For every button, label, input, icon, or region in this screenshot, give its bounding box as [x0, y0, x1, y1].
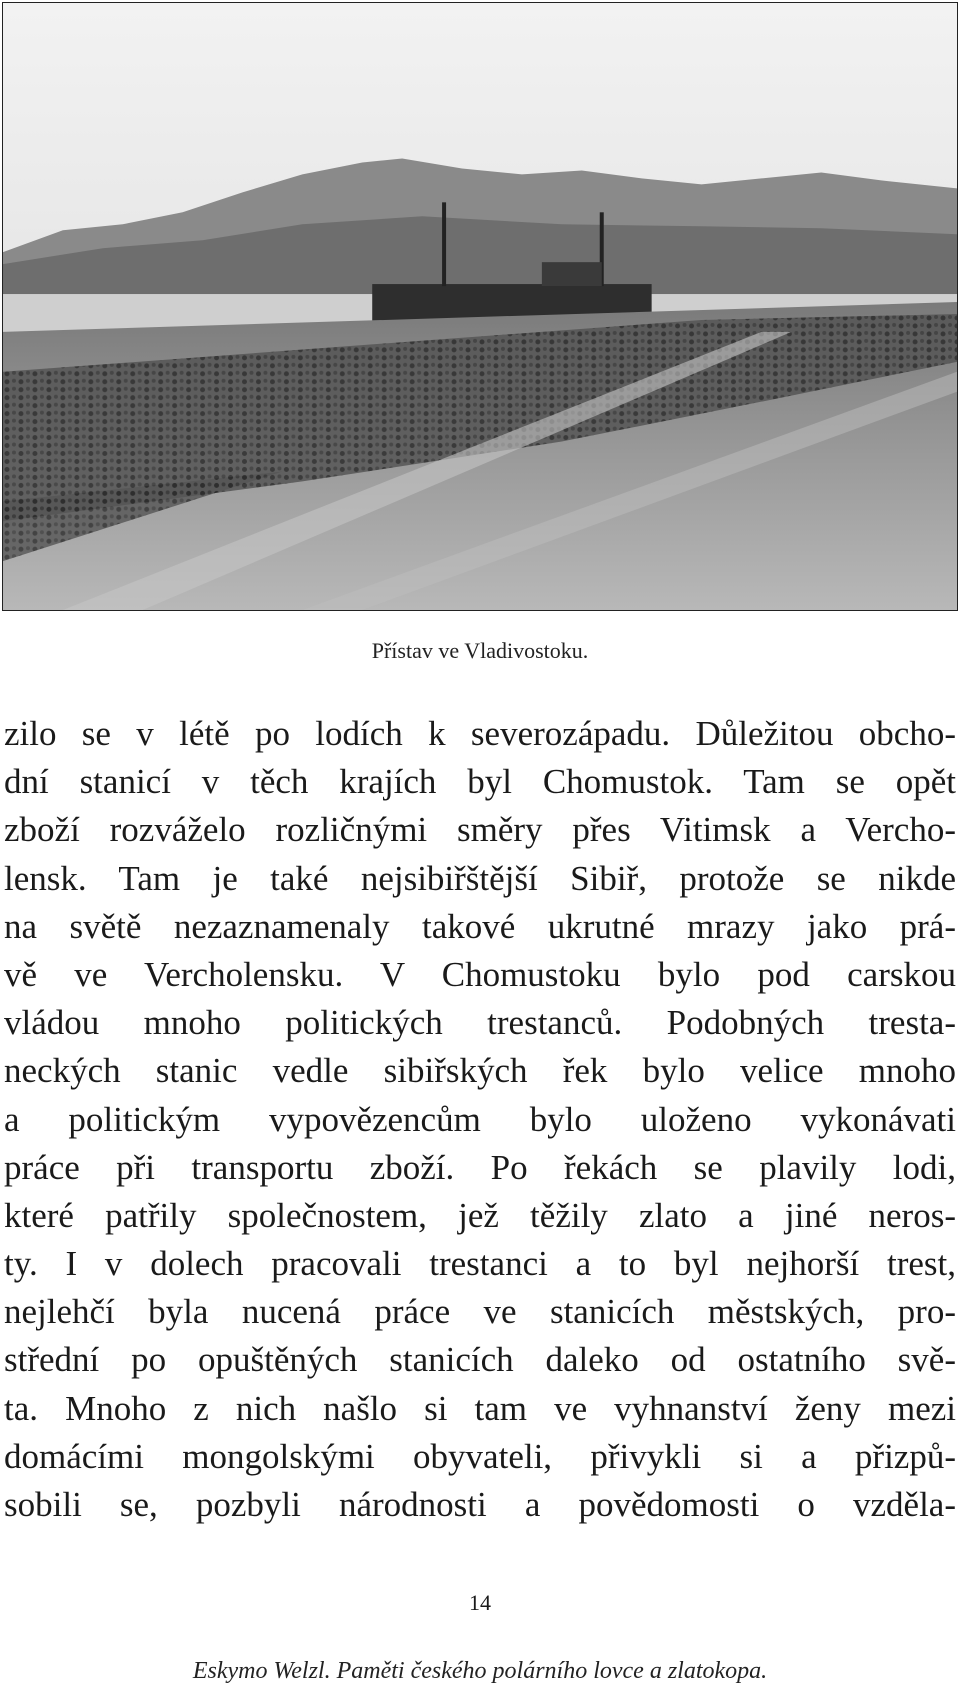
body-line: střední po opuštěných stanicích daleko od ostatního svě-: [4, 1340, 956, 1380]
body-text: [4, 710, 956, 1529]
body-line: zboží rozváželo rozličnými směry přes Vitimsk a Vercho-: [4, 810, 956, 850]
body-line: práce při transportu zboží. Po řekách se plavily lodi,: [4, 1147, 956, 1187]
body-line: zilo se v létě po lodích k severozápadu. Důležitou obcho-: [4, 714, 956, 753]
body-line: ty. I v dolech pracovali trestanci a to byl nejhorší trest,: [4, 1244, 956, 1284]
body-line: dní stanicí v těch krajích byl Chomustok. Tam se opět: [4, 762, 956, 802]
body-line: vě ve Vercholensku. V Chomustoku bylo pod carskou: [4, 954, 956, 994]
body-line: nejlehčí byla nucená práce ve stanicích městských, pro-: [4, 1292, 956, 1332]
harbour-photo-drawing: [3, 3, 957, 610]
body-line: sobili se, pozbyli národnosti a povědomosti o vzděla-: [4, 1485, 956, 1524]
ship-mast: [442, 202, 446, 286]
page-number: 14: [469, 1590, 491, 1615]
body-line: ta. Mnoho z nich našlo si tam ve vyhnanství ženy mezi: [4, 1388, 956, 1428]
body-line: domácími mongolskými obyvateli, přivykli si a přizpů-: [4, 1436, 956, 1476]
body-line: na světě nezaznamenaly takové ukrutné mrazy jako prá-: [4, 906, 956, 946]
photo-caption: Přístav ve Vladivostoku.: [371, 638, 589, 663]
body-line: neckých stanic vedle sibiřských řek bylo velice mnoho: [4, 1051, 956, 1091]
body-line: které patřily společnostem, jež těžily zlato a jiné neros-: [4, 1195, 956, 1235]
body-line: lensk. Tam je také nejsibiřštější Sibiř, protože se nikde: [4, 858, 956, 898]
running-footer: Eskymo Welzl. Paměti českého polárního lovce a zlatokopa.: [192, 1658, 768, 1684]
harbour-photo: [2, 2, 958, 611]
body-line: vládou mnoho politických trestanců. Podobných tresta-: [4, 1003, 956, 1043]
ship-funnel: [542, 262, 602, 286]
body-line: a politickým vypovězencům bylo uloženo vykonávati: [4, 1099, 956, 1139]
